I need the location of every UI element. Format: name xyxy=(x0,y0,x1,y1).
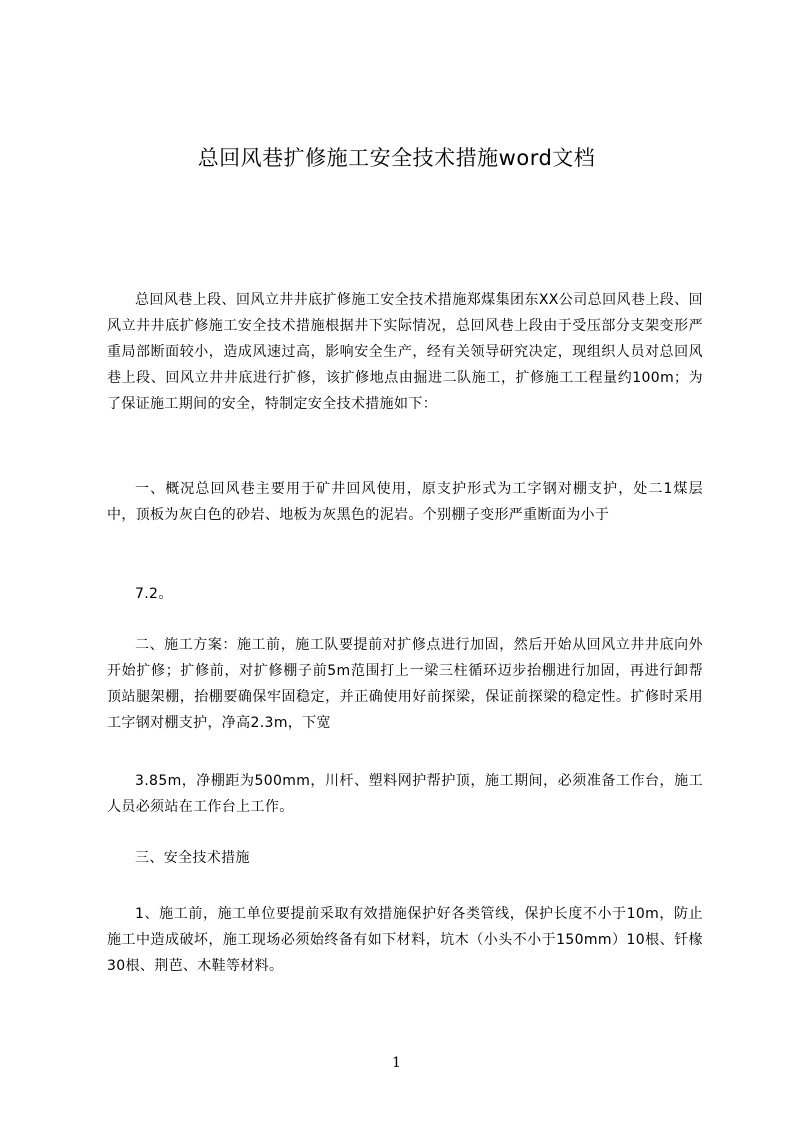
paragraph-intro: 总回风巷上段、回风立井井底扩修施工安全技术措施郑煤集团东XX公司总回风巷上段、回风立井井底扩修施工安全技术措施根据井下实际情况，总回风巷上段由于受压部分支架变形严重局部断面较小，造成风速过高，影响安全生产，经有关领导研究决定，现组织人员对总回风巷上段、回风立井井底进行扩修，该扩修地点由掘进二队施工，扩修施工工程量约100m；为了保证施工期间的安全，特制定安全技术措施如下： xyxy=(107,292,703,412)
paragraph-safety-measure-1: 1、施工前，施工单位要提前采取有效措施保护好各类管线，保护长度不小于10m，防止施工中造成破坏，施工现场必须始终备有如下材料，坑木（小头不小于150mm）10根、钎椽30根、荆芭、木鞋等材料。 xyxy=(107,906,703,974)
page-number: 1 xyxy=(392,1055,401,1071)
paragraph-overview: 一、概况总回风巷主要用于矿井回风使用，原支护形式为工字钢对棚支护，处二1煤层中，顶板为灰白色的砂岩、地板为灰黑色的泥岩。个别棚子变形严重断面为小于 xyxy=(107,481,703,523)
paragraph-construction-plan-cont: 3.85m，净棚距为500mm，川杆、塑料网护帮护顶，施工期间，必须准备工作台，施工人员必须站在工作台上工作。 xyxy=(107,773,703,815)
document-title: 总回风巷扩修施工安全技术措施word文档 xyxy=(197,146,596,170)
paragraph-construction-plan: 二、施工方案：施工前，施工队要提前对扩修点进行加固，然后开始从回风立井井底向外开始扩修；扩修前，对扩修棚子前5m范围打上一梁三柱循环迈步抬棚进行加固，再进行卸帮顶站腿架棚，抬棚要确保牢固稳定，并正确使用好前探梁，保证前探梁的稳定性。扩修时采用工字钢对棚支护，净高2.3m，下宽 xyxy=(107,637,703,731)
paragraph-overview-value: 7.2。 xyxy=(135,586,173,602)
section-heading-safety-measures: 三、安全技术措施 xyxy=(135,850,250,866)
